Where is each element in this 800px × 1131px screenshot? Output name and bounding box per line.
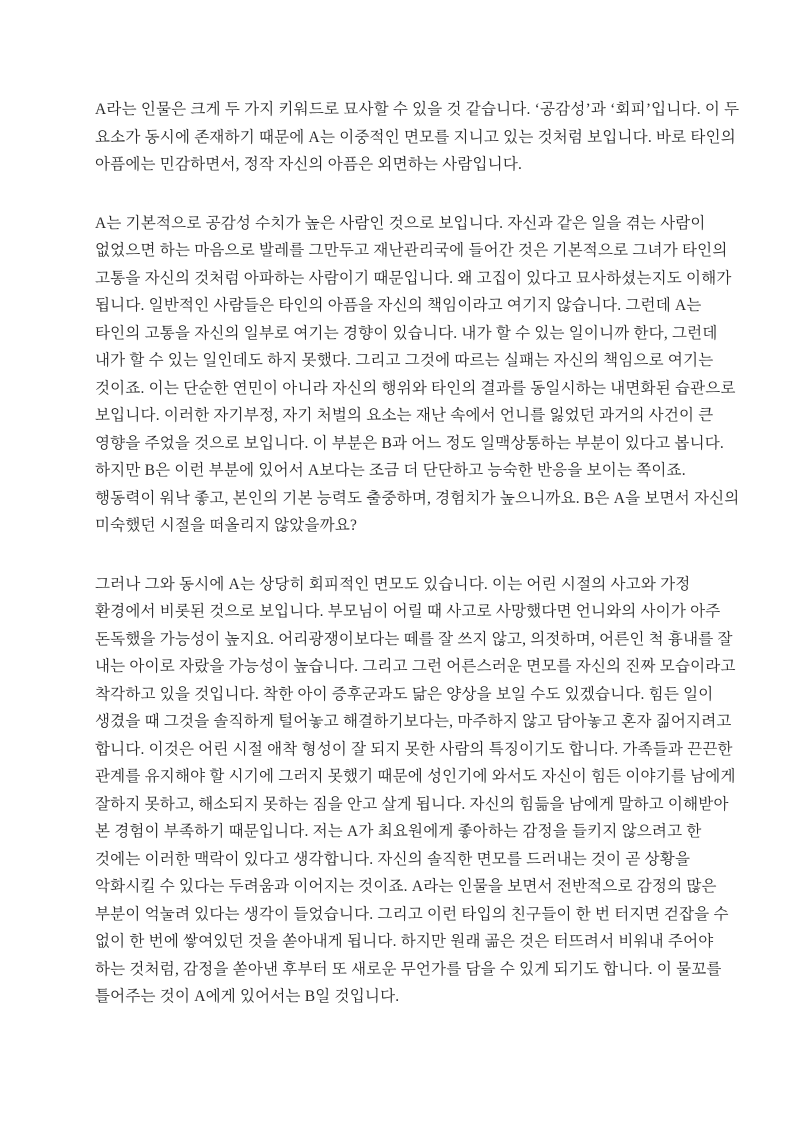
text-line: 부분이 억눌려 있다는 생각이 들었습니다. 그리고 이런 타입의 친구들이 한 번 터지면 걷잡을 수 — [95, 905, 729, 923]
text-line: 하는 것처럼, 감정을 쏟아낸 후부터 또 새로운 무언가를 담을 수 있게 되기도 합니다. 이 물꼬를 — [95, 960, 722, 978]
text-line: 잘하지 못하고, 해소되지 못하는 짐을 안고 살게 됩니다. 자신의 힘듦을 남에게 말하고 이해받아 — [95, 795, 729, 813]
text-line: 관계를 유지해야 할 시기에 그러지 못했기 때문에 성인기에 와서도 자신이 힘든 이야기를 남에게 — [95, 768, 736, 785]
text-line: 악화시킬 수 있다는 두려움과 이어지는 것이죠. A라는 인물을 보면서 전반적으로 감정의 많은 — [95, 878, 717, 895]
text-line: 환경에서 비롯된 것으로 보입니다. 부모님이 어릴 때 사고로 사망했다면 언니와의 사이가 아주 — [95, 603, 721, 620]
text-line: 보입니다. 이러한 자기부정, 자기 처벌의 요소는 재난 속에서 언니를 잃었던 과거의 사건이 큰 — [95, 407, 714, 424]
paragraph — [95, 96, 740, 179]
text-line: 없이 한 번에 쌓여있던 것을 쏟아내게 됩니다. 하지만 원래 곪은 것은 터뜨려서 비워내 주어야 — [95, 933, 714, 950]
text-line: 요소가 동시에 존재하기 때문에 A는 이중적인 면모를 지니고 있는 것처럼 보입니다. 바로 타인의 — [95, 128, 736, 146]
paragraph — [95, 571, 736, 1011]
document-body — [95, 96, 740, 1011]
text-line: 틀어주는 것이 A에게 있어서는 B일 것입니다. — [95, 988, 400, 1005]
text-line: 것에는 이러한 맥락이 있다고 생각합니다. 자신의 솔직한 면모를 드러내는 것이 곧 상황을 — [95, 850, 691, 868]
text-line: 미숙했던 시절을 떠올리지 않았을까요? — [95, 517, 358, 534]
text-line: 내가 할 수 있는 일인데도 하지 못했다. 그리고 그것에 따르는 실패는 자신의 책임으로 여기는 — [95, 352, 714, 369]
text-line: 행동력이 워낙 좋고, 본인의 기본 능력도 출중하며, 경험치가 높으니까요. B은 A을 보면서 자신의 — [95, 489, 740, 507]
text-line: 아픔에는 민감하면서, 정작 자신의 아픔은 외면하는 사람입니다. — [95, 156, 523, 173]
text-line: 타인의 고통을 자신의 일부로 여기는 경향이 있습니다. 내가 할 수 있는 일이니까 한다, 그런데 — [95, 324, 718, 342]
text-line: 것이죠. 이는 단순한 연민이 아니라 자신의 행위와 타인의 결과를 동일시하는 내면화된 습관으로 — [95, 379, 736, 397]
text-line: 생겼을 때 그것을 솔직하게 털어놓고 해결하기보다는, 마주하지 않고 담아놓고 혼자 짊어지려고 — [95, 713, 732, 730]
text-line: 내는 아이로 자랐을 가능성이 높습니다. 그리고 그런 어른스러운 면모를 자신의 진짜 모습이라고 — [95, 658, 736, 675]
text-line: 본 경험이 부족하기 때문입니다. 저는 A가 최요원에게 좋아하는 감정을 들키지 않으려고 한 — [95, 823, 702, 840]
text-line: 하지만 B은 이런 부분에 있어서 A보다는 조금 더 단단하고 능숙한 반응을 보이는 쪽이죠. — [95, 462, 686, 479]
text-line: 고통을 자신의 것처럼 아파하는 사람이기 때문입니다. 왜 고집이 있다고 묘사하셨는지도 이해가 — [95, 269, 732, 287]
text-line: 합니다. 이것은 어린 시절 애착 형성이 잘 되지 못한 사람의 특징이기도 합니다. 가족들과 끈끈한 — [95, 740, 733, 758]
text-line: 없었으면 하는 마음으로 발레를 그만두고 재난관리국에 들어간 것은 기본적으로 그녀가 타인의 — [95, 242, 728, 259]
text-line: 영향을 주었을 것으로 보입니다. 이 부분은 B과 어느 정도 일맥상통하는 부분이 있다고 봅니다. — [95, 434, 724, 452]
text-line: 그러나 그와 동시에 A는 상당히 회피적인 면모도 있습니다. 이는 어린 시절의 사고와 가정 — [95, 575, 691, 593]
text-line: 착각하고 있을 것입니다. 착한 아이 증후군과도 닮은 양상을 보일 수도 있겠습니다. 힘든 일이 — [95, 685, 714, 703]
text-line: 돈독했을 가능성이 높지요. 어리광쟁이보다는 떼를 잘 쓰지 않고, 의젓하며, 어른인 척 흉내를 잘 — [95, 630, 733, 648]
text-line: 됩니다. 일반적인 사람들은 타인의 아픔을 자신의 책임이라고 여기지 않습니다. 그런데 A는 — [95, 297, 702, 314]
text-line: A라는 인물은 크게 두 가지 키워드로 묘사할 수 있을 것 같습니다. ‘공감성’과 ‘회피’입니다. 이 두 — [95, 101, 740, 118]
text-line: A는 기본적으로 공감성 수치가 높은 사람인 것으로 보입니다. 자신과 같은 일을 겪는 사람이 — [95, 214, 706, 232]
paragraph — [95, 210, 740, 540]
